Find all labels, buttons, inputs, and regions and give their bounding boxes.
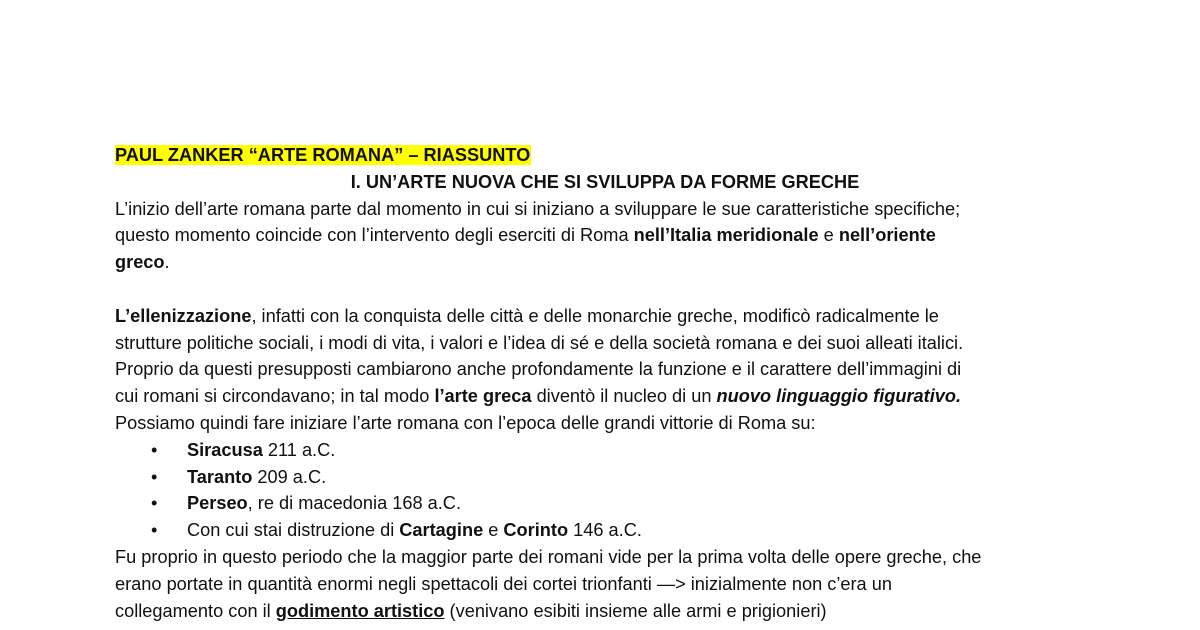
paragraph-intro-line2-mid: e (818, 225, 839, 246)
bold-ellenizzazione: L’ellenizzazione (115, 305, 252, 326)
bold-underline-godimento: godimento artistico (275, 600, 445, 621)
bold-greco: greco (115, 252, 165, 273)
bullet-icon: • (151, 466, 158, 487)
list-item (151, 464, 1095, 491)
paragraph-ellenizzazione-text4-mid: diventò il nucleo di un (531, 386, 717, 407)
document-title: PAUL ZANKER “ARTE ROMANA” – RIASSUNTO (115, 145, 531, 165)
bold-arte-greca: l’arte greca (434, 386, 532, 407)
paragraph-ellenizzazione-text3: Proprio da questi presupposti cambiarono anche profondamente la funzione e il carattere dell’immagini di (115, 359, 962, 380)
bullet-icon: • (151, 439, 158, 460)
paragraph-ellenizzazione-text1: , infatti con la conquista delle città e delle monarchie greche, modificò radicalmente le (251, 305, 939, 326)
bold-italia-meridionale: nell’Italia meridionale (633, 225, 819, 246)
list-item-bold: Siracusa (187, 439, 263, 460)
paragraph-cortei-line3-end: (venivano esibiti insieme alle armi e prigionieri) (444, 600, 827, 621)
list-item-text: , re di macedonia 168 a.C. (247, 493, 461, 514)
list-item (151, 517, 1095, 544)
list-item (151, 490, 1095, 517)
list-item-text: 146 a.C. (568, 520, 642, 541)
paragraph-cortei-line1: Fu proprio in questo periodo che la maggior parte dei romani vide per la prima volta delle opere greche, che (115, 546, 982, 567)
paragraph-intro-line1: L’inizio dell’arte romana parte dal momento in cui si iniziano a sviluppare le sue caratteristiche specifiche; (115, 198, 961, 219)
paragraph-cortei-line3-start: collegamento con il (115, 600, 276, 621)
bold-italic-linguaggio: nuovo linguaggio figurativo. (716, 386, 962, 407)
list-item-bold: Perseo (187, 493, 248, 514)
bold-oriente: nell’oriente (838, 225, 936, 246)
list-item-bold: Cartagine (399, 520, 484, 541)
paragraph-ellenizzazione (115, 303, 1095, 437)
bullet-icon: • (151, 493, 158, 514)
list-item-mid: e (483, 520, 504, 541)
paragraph-cortei (115, 544, 1095, 624)
section-heading: I. UN’ARTE NUOVA CHE SI SVILUPPA DA FORME GRECHE (350, 171, 860, 192)
paragraph-ellenizzazione-text2: strutture politiche sociali, i modi di vita, i valori e l’idea di sé e della società romana e dei suoi alleati italici. (115, 332, 964, 353)
list-item-pre: Con cui stai distruzione di (187, 520, 400, 541)
document-page (115, 142, 1095, 624)
list-item (151, 437, 1095, 464)
paragraph-intro (115, 196, 1095, 276)
list-item-bold-2: Corinto (503, 520, 569, 541)
list-item-text: 211 a.C. (262, 439, 336, 460)
document-title-line (115, 142, 1095, 169)
victories-list (115, 437, 1095, 544)
paragraph-cortei-line2: erano portate in quantità enormi negli spettacoli dei cortei trionfanti —> inizialmente non c’era un (115, 573, 892, 594)
paragraph-ellenizzazione-text5: Possiamo quindi fare iniziare l’arte romana con l’epoca delle grandi vittorie di Roma su: (115, 412, 816, 433)
list-item-text: 209 a.C. (252, 466, 327, 487)
bullet-icon: • (151, 520, 158, 541)
list-item-bold: Taranto (187, 466, 253, 487)
paragraph-gap (115, 276, 1095, 303)
paragraph-intro-line3-end: . (164, 252, 170, 273)
paragraph-intro-line2-start: questo momento coincide con l’intervento degli eserciti di Roma (115, 225, 634, 246)
paragraph-ellenizzazione-text4-start: cui romani si circondavano; in tal modo (115, 386, 435, 407)
